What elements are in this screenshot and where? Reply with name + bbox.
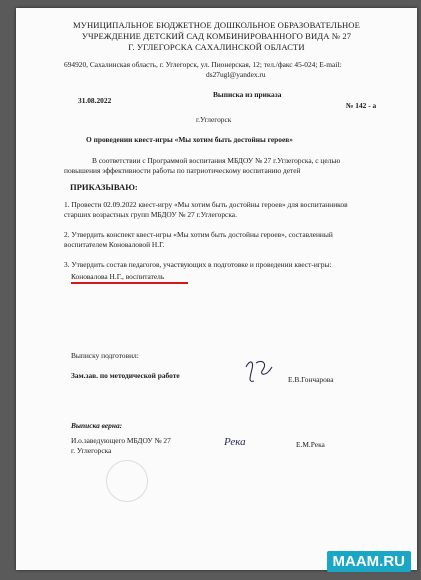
- subject-line: О проведении квест-игры «Мы хотим быть достойны героев»: [86, 135, 293, 144]
- intro-line-2: повышения эффективности работы по патриотическому воспитанию детей: [64, 166, 301, 175]
- stamp-mark: [106, 460, 148, 502]
- verified-label: Выписка верна:: [71, 421, 123, 430]
- member-line: Коновалова Н.Г., воспитатель: [71, 272, 165, 281]
- signature-reka: Река: [224, 436, 246, 448]
- signature-goncharova: [240, 353, 280, 389]
- org-line-2: УЧРЕЖДЕНИЕ ДЕТСКИЙ САД КОМБИНИРОВАННОГО ВИДА № 27: [81, 31, 352, 41]
- red-underline: [71, 282, 188, 284]
- prepared-label: Выписку подготовил:: [71, 351, 139, 360]
- item-2-line-2: воспитателем Коноваловой Н.Г.: [64, 240, 165, 249]
- email-line: ds27ugl@yandex.ru: [206, 70, 266, 79]
- maam-logo: MAAM.RU: [327, 551, 412, 572]
- org-line-1: МУНИЦИПАЛЬНОЕ БЮДЖЕТНОЕ ДОШКОЛЬНОЕ ОБРАЗОВАТЕЛЬНОЕ: [73, 20, 360, 30]
- doc-date: 31.08.2022: [78, 96, 112, 105]
- head-role-1: И.о.заведующего МБДОУ № 27: [71, 436, 171, 445]
- item-1-line-1: 1. Провести 02.09.2022 квест-игру «Мы хотим быть достойны героев» для воспитанников: [64, 200, 348, 209]
- document-page: [16, 8, 417, 570]
- org-line-3: Г. УГЛЕГОРСКА САХАЛИНСКОЙ ОБЛАСТИ: [128, 42, 305, 52]
- head-name: Е.М.Река: [296, 440, 325, 449]
- item-1-line-2: старших возрастных групп МБДОУ № 27 г.Углегорска.: [64, 210, 237, 219]
- item-2-line-1: 2. Утвердить конспект квест-игры «Мы хотим быть достойны героев», составленный: [64, 230, 333, 239]
- doc-number: № 142 - а: [346, 101, 377, 110]
- doc-title: Выписка из приказа: [213, 90, 282, 99]
- doc-city: г.Углегорск: [196, 115, 232, 124]
- prepared-role: Зам.зав. по методической работе: [71, 371, 180, 380]
- head-role-2: г. Углегорска: [71, 446, 112, 455]
- item-3-line: 3. Утвердить состав педагогов, участвующих в подготовке и проведении квест-игры:: [64, 260, 332, 269]
- intro-line-1: В соответствии с Программой воспитания МБДОУ № 27 г.Углегорска, с целью: [92, 156, 341, 165]
- address-line: 694920, Сахалинская область, г. Углегорск, ул. Пионерская, 12; тел./факс 45-024; E-mail:: [64, 60, 342, 69]
- prepared-name: Е.В.Гончарова: [288, 375, 334, 384]
- order-heading: ПРИКАЗЫВАЮ:: [70, 182, 138, 192]
